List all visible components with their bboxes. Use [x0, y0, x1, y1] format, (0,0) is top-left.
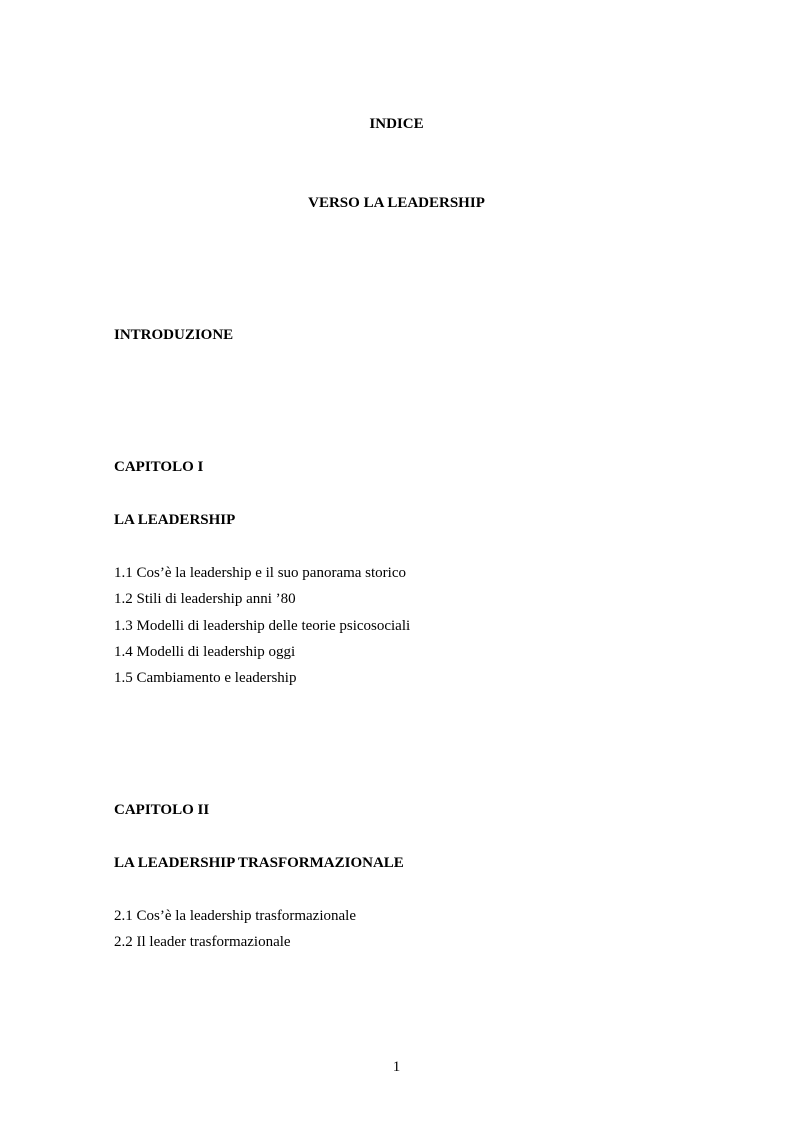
toc-entry: 1.1 Cos’è la leadership e il suo panorama storico — [114, 565, 407, 581]
toc-entry: 1.5 Cambiamento e leadership — [114, 670, 297, 686]
chapter-1-title: LA LEADERSHIP — [114, 512, 236, 528]
toc-entry: 1.2 Stili di leadership anni ’80 — [114, 591, 296, 607]
chapter-2-title: LA LEADERSHIP TRASFORMAZIONALE — [114, 855, 404, 871]
toc-entry: 2.1 Cos’è la leadership trasformazionale — [114, 908, 356, 924]
document-title: VERSO LA LEADERSHIP — [308, 195, 485, 211]
toc-entry: 1.4 Modelli di leadership oggi — [114, 644, 296, 660]
toc-entry: 1.3 Modelli di leadership delle teorie psicosociali — [114, 618, 411, 634]
introduction-heading: INTRODUZIONE — [114, 327, 234, 343]
toc-entry: 2.2 Il leader trasformazionale — [114, 934, 291, 950]
chapter-1-label: CAPITOLO I — [114, 459, 204, 475]
chapter-2-label: CAPITOLO II — [114, 802, 210, 818]
index-heading: INDICE — [369, 116, 424, 132]
page-number: 1 — [392, 1059, 401, 1075]
